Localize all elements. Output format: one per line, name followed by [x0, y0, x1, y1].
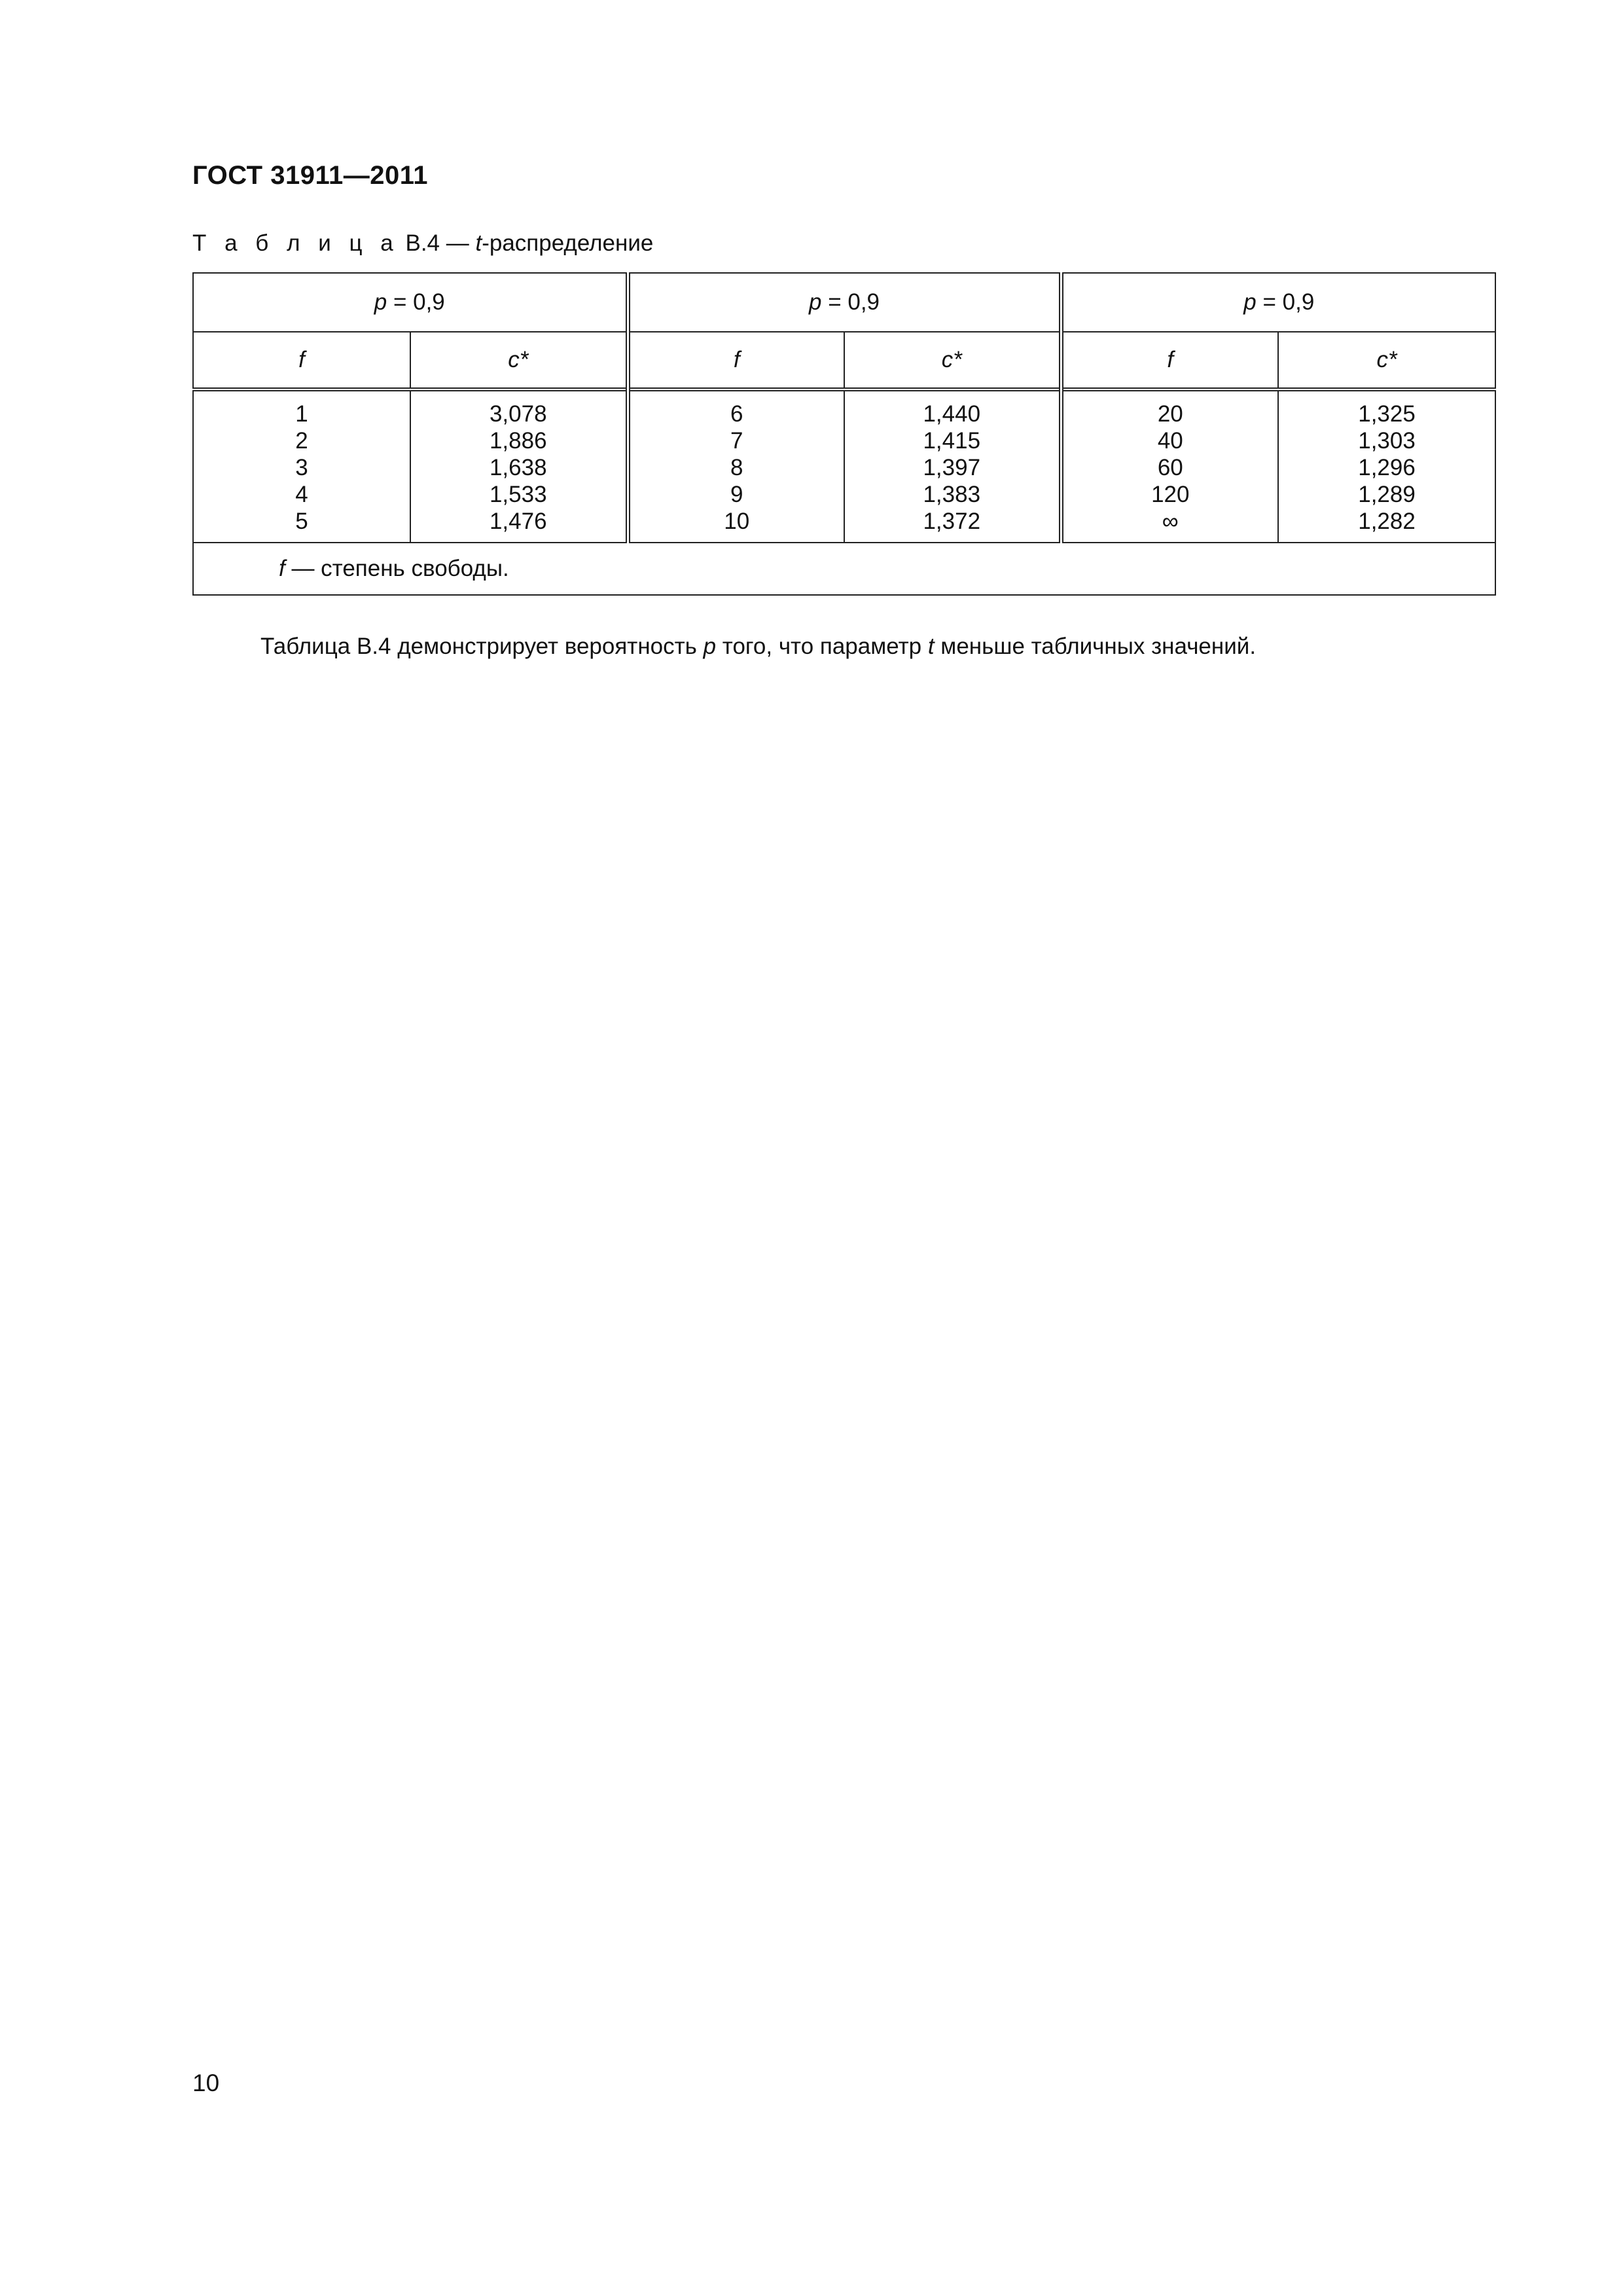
- c-values-cell: [410, 389, 628, 543]
- column-header-c: c*: [844, 332, 1061, 389]
- table-cell: 1,440: [923, 401, 981, 427]
- column-header-f: f: [628, 332, 844, 389]
- table-group-header-row: [193, 273, 1495, 332]
- group-header-2: p = 0,9: [628, 273, 1061, 332]
- table-cell: 1,325: [1358, 401, 1416, 427]
- column-header-f: f: [1061, 332, 1278, 389]
- note-variable: f: [279, 556, 285, 581]
- table-cell: 8: [730, 455, 743, 480]
- column-header-c: c*: [1278, 332, 1495, 389]
- table-caption: [192, 230, 653, 257]
- table-cell: 1,397: [923, 455, 981, 480]
- table-cell: 9: [730, 482, 743, 507]
- caption-variable: t: [475, 230, 482, 256]
- table-note: [193, 543, 1495, 595]
- table-note-row: [193, 543, 1495, 595]
- table-cell: 20: [1157, 401, 1183, 427]
- variable-p: p: [703, 634, 717, 659]
- table-cell: 1,415: [923, 428, 981, 454]
- table-column-header-row: [193, 332, 1495, 389]
- c-values-cell: [844, 389, 1061, 543]
- table-cell: 4: [295, 482, 308, 507]
- variable-t: t: [927, 634, 935, 659]
- f-values-cell: [1061, 389, 1278, 543]
- table-cell: 1,886: [489, 428, 547, 454]
- caption-number: B.4 —: [405, 230, 469, 256]
- f-values-cell: [628, 389, 844, 543]
- caption-prefix: Т а б л и ц а: [192, 230, 399, 256]
- group-header-1: p = 0,9: [193, 273, 628, 332]
- table-cell: 1,383: [923, 482, 981, 507]
- table-cell: 1,296: [1358, 455, 1416, 480]
- table-cell: 3,078: [489, 401, 547, 427]
- table-cell: ∞: [1162, 509, 1179, 534]
- caption-title: -распределение: [482, 230, 654, 256]
- table-cell: 1,372: [923, 509, 981, 534]
- group-header-3: p = 0,9: [1061, 273, 1495, 332]
- table-cell: 60: [1157, 455, 1183, 480]
- document-header: ГОСТ 31911—2011: [192, 161, 428, 190]
- table-cell: 7: [730, 428, 743, 454]
- table-cell: 1,533: [489, 482, 547, 507]
- note-text: — степень свободы.: [285, 556, 509, 581]
- page-number: 10: [192, 2070, 220, 2096]
- table-cell: 1,289: [1358, 482, 1416, 507]
- c-values-cell: [1278, 389, 1495, 543]
- column-header-f: f: [193, 332, 410, 389]
- table-cell: 120: [1151, 482, 1190, 507]
- table-cell: 1,476: [489, 509, 547, 534]
- table-cell: 5: [295, 509, 308, 534]
- t-distribution-table: [192, 272, 1496, 596]
- table-cell: 10: [724, 509, 750, 534]
- table-cell: 40: [1157, 428, 1183, 454]
- table-cell: 1,282: [1358, 509, 1416, 534]
- column-header-c: c*: [410, 332, 628, 389]
- table-cell: 1,303: [1358, 428, 1416, 454]
- table-cell: 1,638: [489, 455, 547, 480]
- body-paragraph: Таблица B.4 демонстрирует вероятность p того, что параметр t меньше табличных значений.: [260, 634, 1257, 659]
- table-cell: 6: [730, 401, 743, 427]
- table-cell: 1: [295, 401, 308, 427]
- f-values-cell: [193, 389, 410, 543]
- table-cell: 3: [295, 455, 308, 480]
- table-cell: 2: [295, 428, 308, 454]
- table-row: [193, 389, 1495, 543]
